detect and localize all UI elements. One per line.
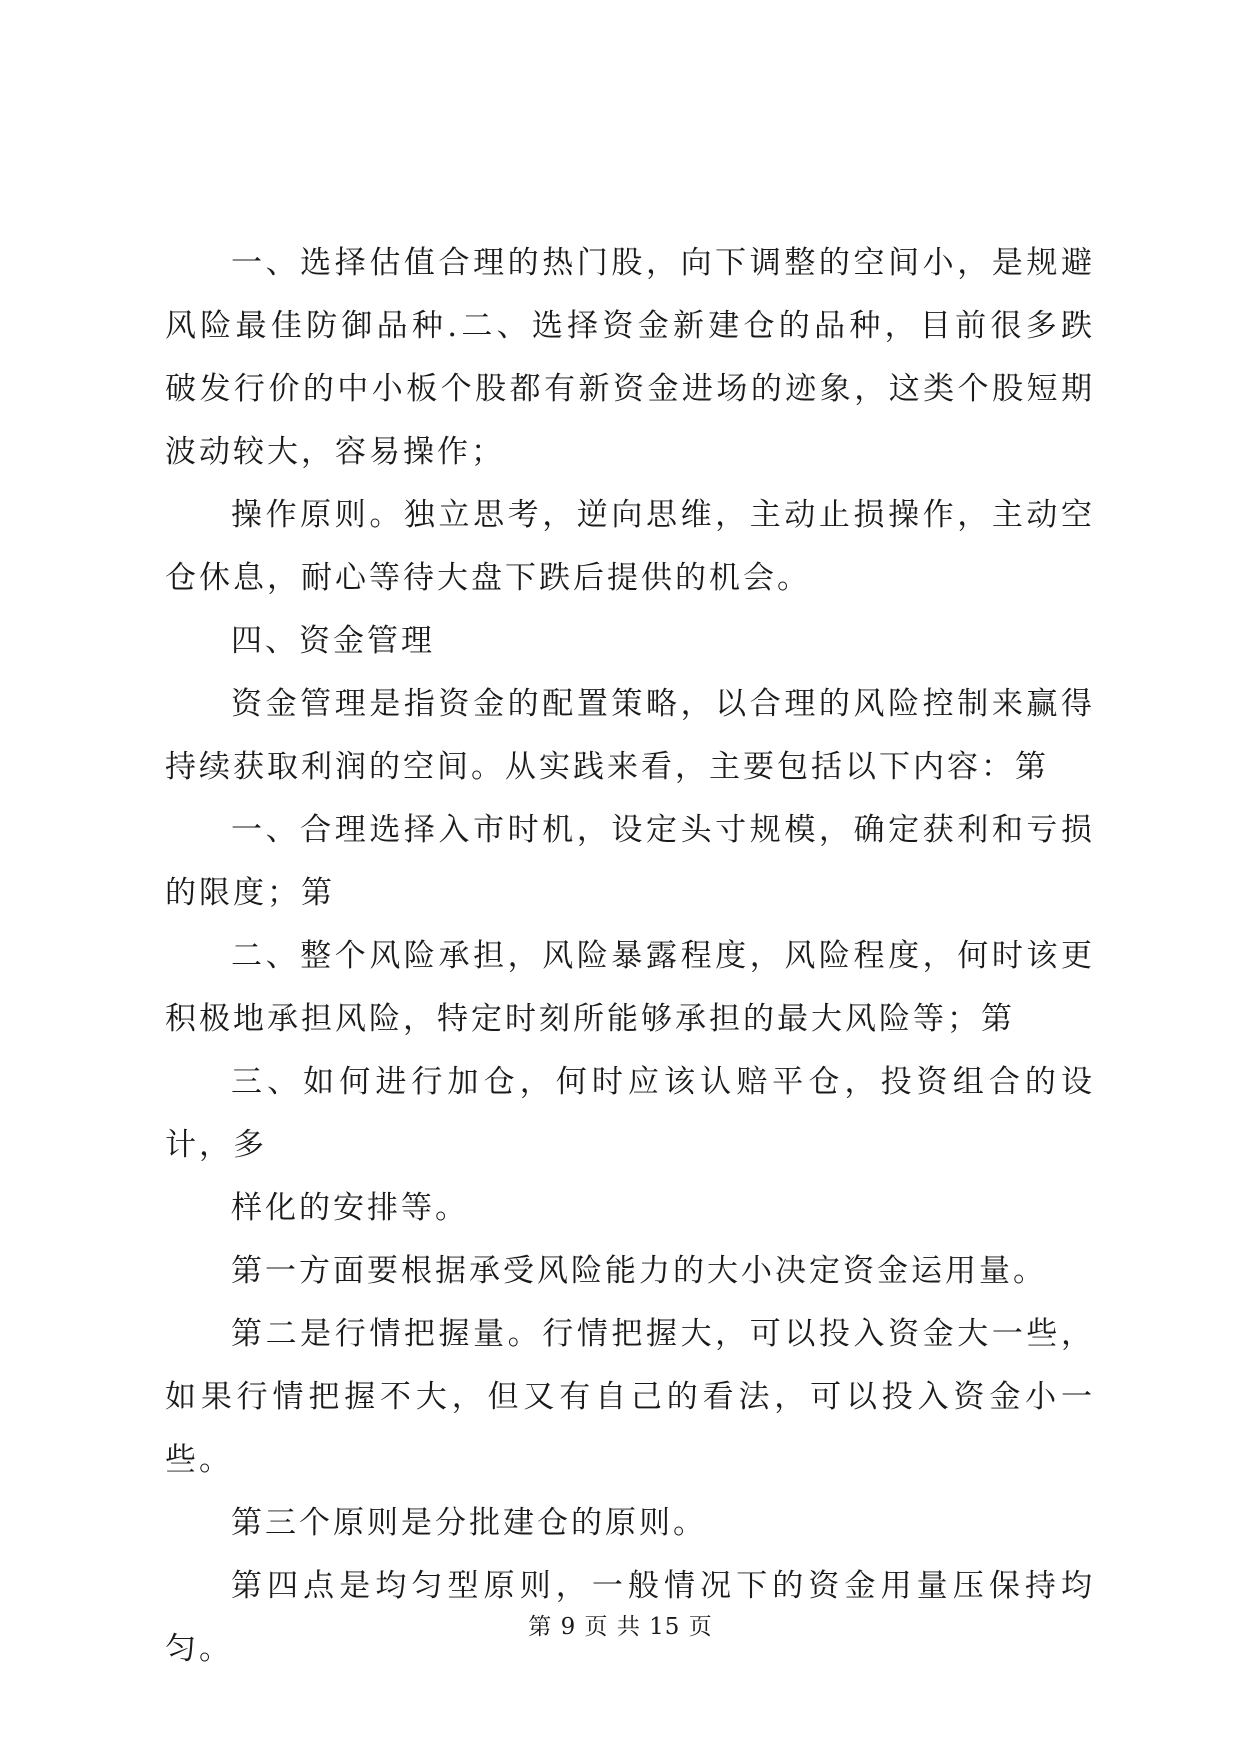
- paragraph-4: 资金管理是指资金的配置策略，以合理的风险控制来赢得持续获取利润的空间。从实践来看，主要包括以下内容：第: [165, 686, 1095, 785]
- paragraph-12: 第四点是均匀型原则，一般情况下的资金用量压保持均匀。: [165, 1568, 1095, 1667]
- paragraph-11: 第三个原则是分批建仓的原则。: [231, 1505, 707, 1541]
- document-body: [165, 232, 1095, 1681]
- paragraph-3: 四、资金管理: [231, 623, 435, 659]
- paragraph-8: 样化的安排等。: [231, 1190, 469, 1226]
- paragraph-5: 一、合理选择入市时机，设定头寸规模，确定获利和亏损的限度；第: [165, 812, 1095, 911]
- paragraph-2: 操作原则。独立思考，逆向思维，主动止损操作，主动空仓休息，耐心等待大盘下跌后提供的机会。: [165, 497, 1095, 596]
- paragraph-9: 第一方面要根据承受风险能力的大小决定资金运用量。: [231, 1253, 1047, 1289]
- page-footer: 第 9 页 共 15 页: [528, 1614, 713, 1640]
- paragraph-1: 一、选择估值合理的热门股，向下调整的空间小，是规避风险最佳防御品种.二、选择资金新建仓的品种，目前很多跌破发行价的中小板个股都有新资金进场的迹象，这类个股短期波动较大，容易操作；: [165, 245, 1095, 470]
- paragraph-6: 二、整个风险承担，风险暴露程度，风险程度，何时该更积极地承担风险，特定时刻所能够承担的最大风险等；第: [165, 938, 1095, 1037]
- paragraph-7: 三、如何进行加仓，何时应该认赔平仓，投资组合的设计，多: [165, 1064, 1095, 1163]
- paragraph-10: 第二是行情把握量。行情把握大，可以投入资金大一些，如果行情把握不大，但又有自己的看法，可以投入资金小一些。: [165, 1316, 1095, 1478]
